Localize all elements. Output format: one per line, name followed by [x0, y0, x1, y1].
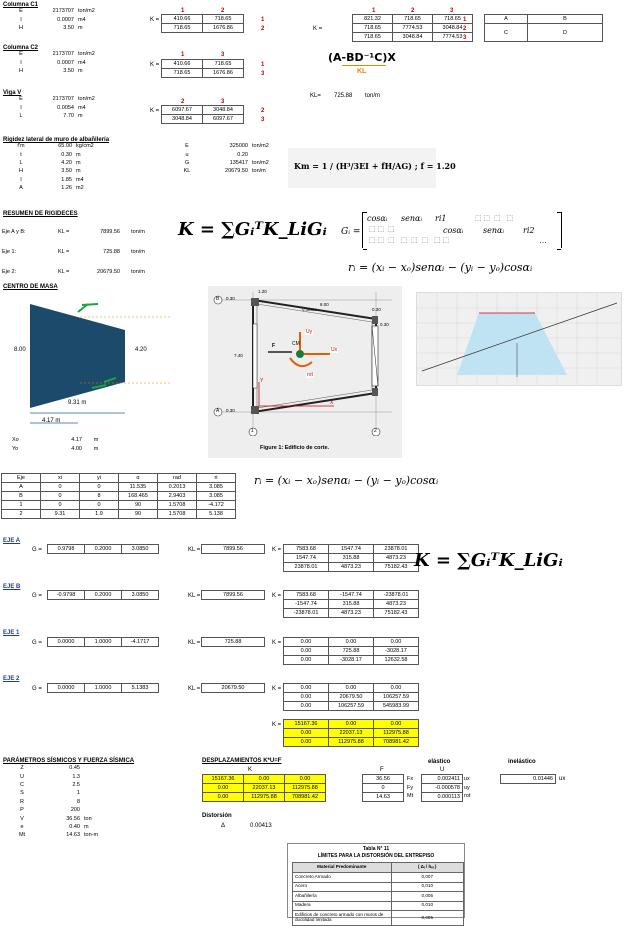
- k3-matrix: 821.32 718.65 718.65 718.65 7774.53 3048.84 718.65 3048.84 7774.53: [352, 14, 473, 42]
- centro-results: Xo 4.17 m Yo 4.00 m: [12, 437, 99, 452]
- columna-c1-k-matrix: 410.66 718.65 718.65 1676.86: [161, 14, 244, 33]
- columna-c2-k-matrix: 410.66 718.65 718.65 1676.86: [161, 59, 244, 78]
- trapezoid-shape: [30, 304, 125, 408]
- columna-c2-title: Columna C2: [3, 45, 39, 51]
- desp-f-vector: 36.56 0 14.63: [362, 774, 404, 802]
- resumen-table: Eje A y B: KL = 7899.56 ton/m Eje 1: KL = 725.88 ton/m Eje 2: KL = 20679.50 ton/m: [2, 229, 145, 275]
- centro-masa-title: CENTRO DE MASA: [3, 284, 58, 290]
- dim-right: 4.20: [135, 347, 147, 353]
- formula-k-sum: K = ∑GᵢᵀK_LiGᵢ: [178, 219, 327, 240]
- eje-1-title: EJE 1: [3, 630, 20, 636]
- eje-1-kl: 725.88: [201, 637, 265, 647]
- formula-r: rᵢ = (xᵢ − xₒ)senαᵢ − (yᵢ − yₒ)cosαᵢ: [348, 261, 533, 274]
- columna-c2-props: E 2173707 ton/m2 I 0.0007 m4 H 3.50 m: [19, 51, 95, 74]
- distorsion-title: Distorsión: [202, 813, 232, 819]
- desp-title: DESPLAZAMIENTOS K*U=F: [202, 758, 282, 764]
- muro-props-right: E 325000 ton/m2 u 0.20 G 135417 ton/m2 KL 20679.50 ton/m: [183, 143, 269, 175]
- eje-b-kl: 7899.56: [201, 590, 265, 600]
- k-total-matrix: 15167.36 0.00 0.00 0.00 22037.13 112975.88 0.00 112975.88 708981.42: [283, 719, 419, 747]
- desp-k-matrix: 15167.36 0.00 0.00 0.00 22037.13 112975.88 0.00 112975.88 708981.42: [202, 774, 326, 802]
- eje-a-g: 0.9798 0.2000 3.0850: [47, 544, 159, 554]
- viga-title: Viga V: [3, 90, 22, 96]
- geometry-sketch: [416, 292, 622, 386]
- eje-1-k: 0.00 0.00 0.00 0.00 725.88 -3028.17 0.00 -3028.17 12632.58: [283, 637, 419, 665]
- eje-b-title: EJE B: [3, 584, 21, 590]
- dim-mid: 4.17 m: [42, 418, 61, 424]
- handwritten-k-top: [78, 304, 98, 312]
- eje-a-title: EJE A: [3, 538, 21, 544]
- eje-b-k: 7583.68 -1547.74 -23878.01 -1547.74 315.88 4873.23 -23878.01 4873.23 75182.43: [283, 590, 419, 618]
- figure-caption: Figure 1: Edificio de corte.: [260, 445, 330, 451]
- desp-u-vector: 0.002411 -0.000578 0.000113: [421, 774, 463, 802]
- params-title: PARÁMETROS SÍSMICOS Y FUERZA SÍSMICA: [3, 758, 135, 764]
- formula-r-2: rᵢ = (xᵢ − xₒ)senαᵢ − (yᵢ − yₒ)cosαᵢ: [254, 474, 439, 487]
- g-matrix: cosαᵢ senαᵢ ri1 ⬚ ⬚ ⬚ ⬚ ⬚ ⬚ ⬚ cosαᵢ senαᵢ ri2 ⬚ ⬚ ⬚ ⬚ ⬚ ⬚ ⬚ ⬚ …: [362, 212, 562, 248]
- eje-2-k: 0.00 0.00 0.00 0.00 20679.50 106257.59 0.00 106257.59 545983.99: [283, 683, 419, 711]
- figure-1: B A 1 2 1.20 8.00 V-30x60 7.40 0.30 0.30 0.30 0.30 Uy Ux CM rot F Y X Figure 1: Edificio de corte.: [208, 286, 402, 458]
- muro-props-left: f'm 65.00 kg/cm2 t 0.30 m L 4.20 m H 3.50 m I 1.85 m4 A 1.26 m2: [17, 143, 94, 192]
- desp-inelastic: 0.01446: [500, 774, 556, 784]
- eje-b-g: -0.9798 0.2000 3.0850: [47, 590, 159, 600]
- formula-k-sum-2: K = ∑GᵢᵀK_LiGᵢ: [414, 550, 563, 571]
- eje-2-title: EJE 2: [3, 676, 20, 682]
- handwritten-note: (A-BD⁻¹C)X: [328, 51, 396, 64]
- handwritten-formula-box: [288, 148, 456, 188]
- columna-c1-title: Columna C1: [3, 2, 39, 8]
- columna-c1-props: E 2173707 ton/m2 I 0.0007 m4 H 3.50 m: [19, 8, 95, 31]
- viga-k-matrix: 6097.67 3048.84 3048.84 6097.67: [161, 105, 244, 124]
- params-table: Z 0.45 U 1.3 C 2.5 S 1 R 8 P 200 V 36.56 ton e 0.40 m Mt 14.63 ton-m: [18, 765, 99, 839]
- eje-2-kl: 20679.50: [201, 683, 265, 693]
- distorsion-value: 0.00413: [250, 823, 272, 829]
- handwritten-formula: Km = 1 / (H³/3EI + fH/AG) ; f = 1.20: [294, 161, 456, 171]
- eje-2-g: 0.0000 1.0000 5.1383: [47, 683, 159, 693]
- ejes-table: Eje xi yi α rad ri A 0 0 11.535 0.2013 3.085 B 0 8 168.465 2.9403 3.085 1 0 0 90 1.5708 -4.172 2 9.31 1.9 90 1.5708 5.138: [1, 473, 236, 519]
- eje-a-k: 7583.68 1547.74 23878.01 1547.74 315.88 4873.23 23878.01 4873.23 75182.43: [283, 544, 419, 572]
- muro-title: Rigidez lateral de muro de albañilería: [3, 137, 110, 143]
- abcd-block: A B C D: [484, 14, 603, 42]
- dim-bottom: 9.31 m: [68, 400, 87, 406]
- viga-props: E 2173707 ton/m2 I 0.0054 m4 L 7.70 m: [19, 96, 95, 119]
- dim-left: 8.00: [14, 347, 26, 353]
- trapezoid-diagram: [0, 290, 200, 430]
- resumen-title: RESUMEN DE RIGIDECES: [3, 211, 78, 217]
- handwritten-sub: KL: [357, 68, 367, 75]
- eje-1-g: 0.0000 1.0000 -4.1717: [47, 637, 159, 647]
- tabla-11: Tabla N° 11 LÍMITES PARA LA DISTORSIÓN DEL ENTREPISO Material Predominante ( Δᵢ / hₑᵢ ) Concreto Armado 0,007 Acero 0,010 Albañilería 0,005 Madera 0,010 Edificios de concreto armado con muros de ductilidad limitada 0,005: [287, 843, 465, 918]
- eje-a-kl: 7899.56: [201, 544, 265, 554]
